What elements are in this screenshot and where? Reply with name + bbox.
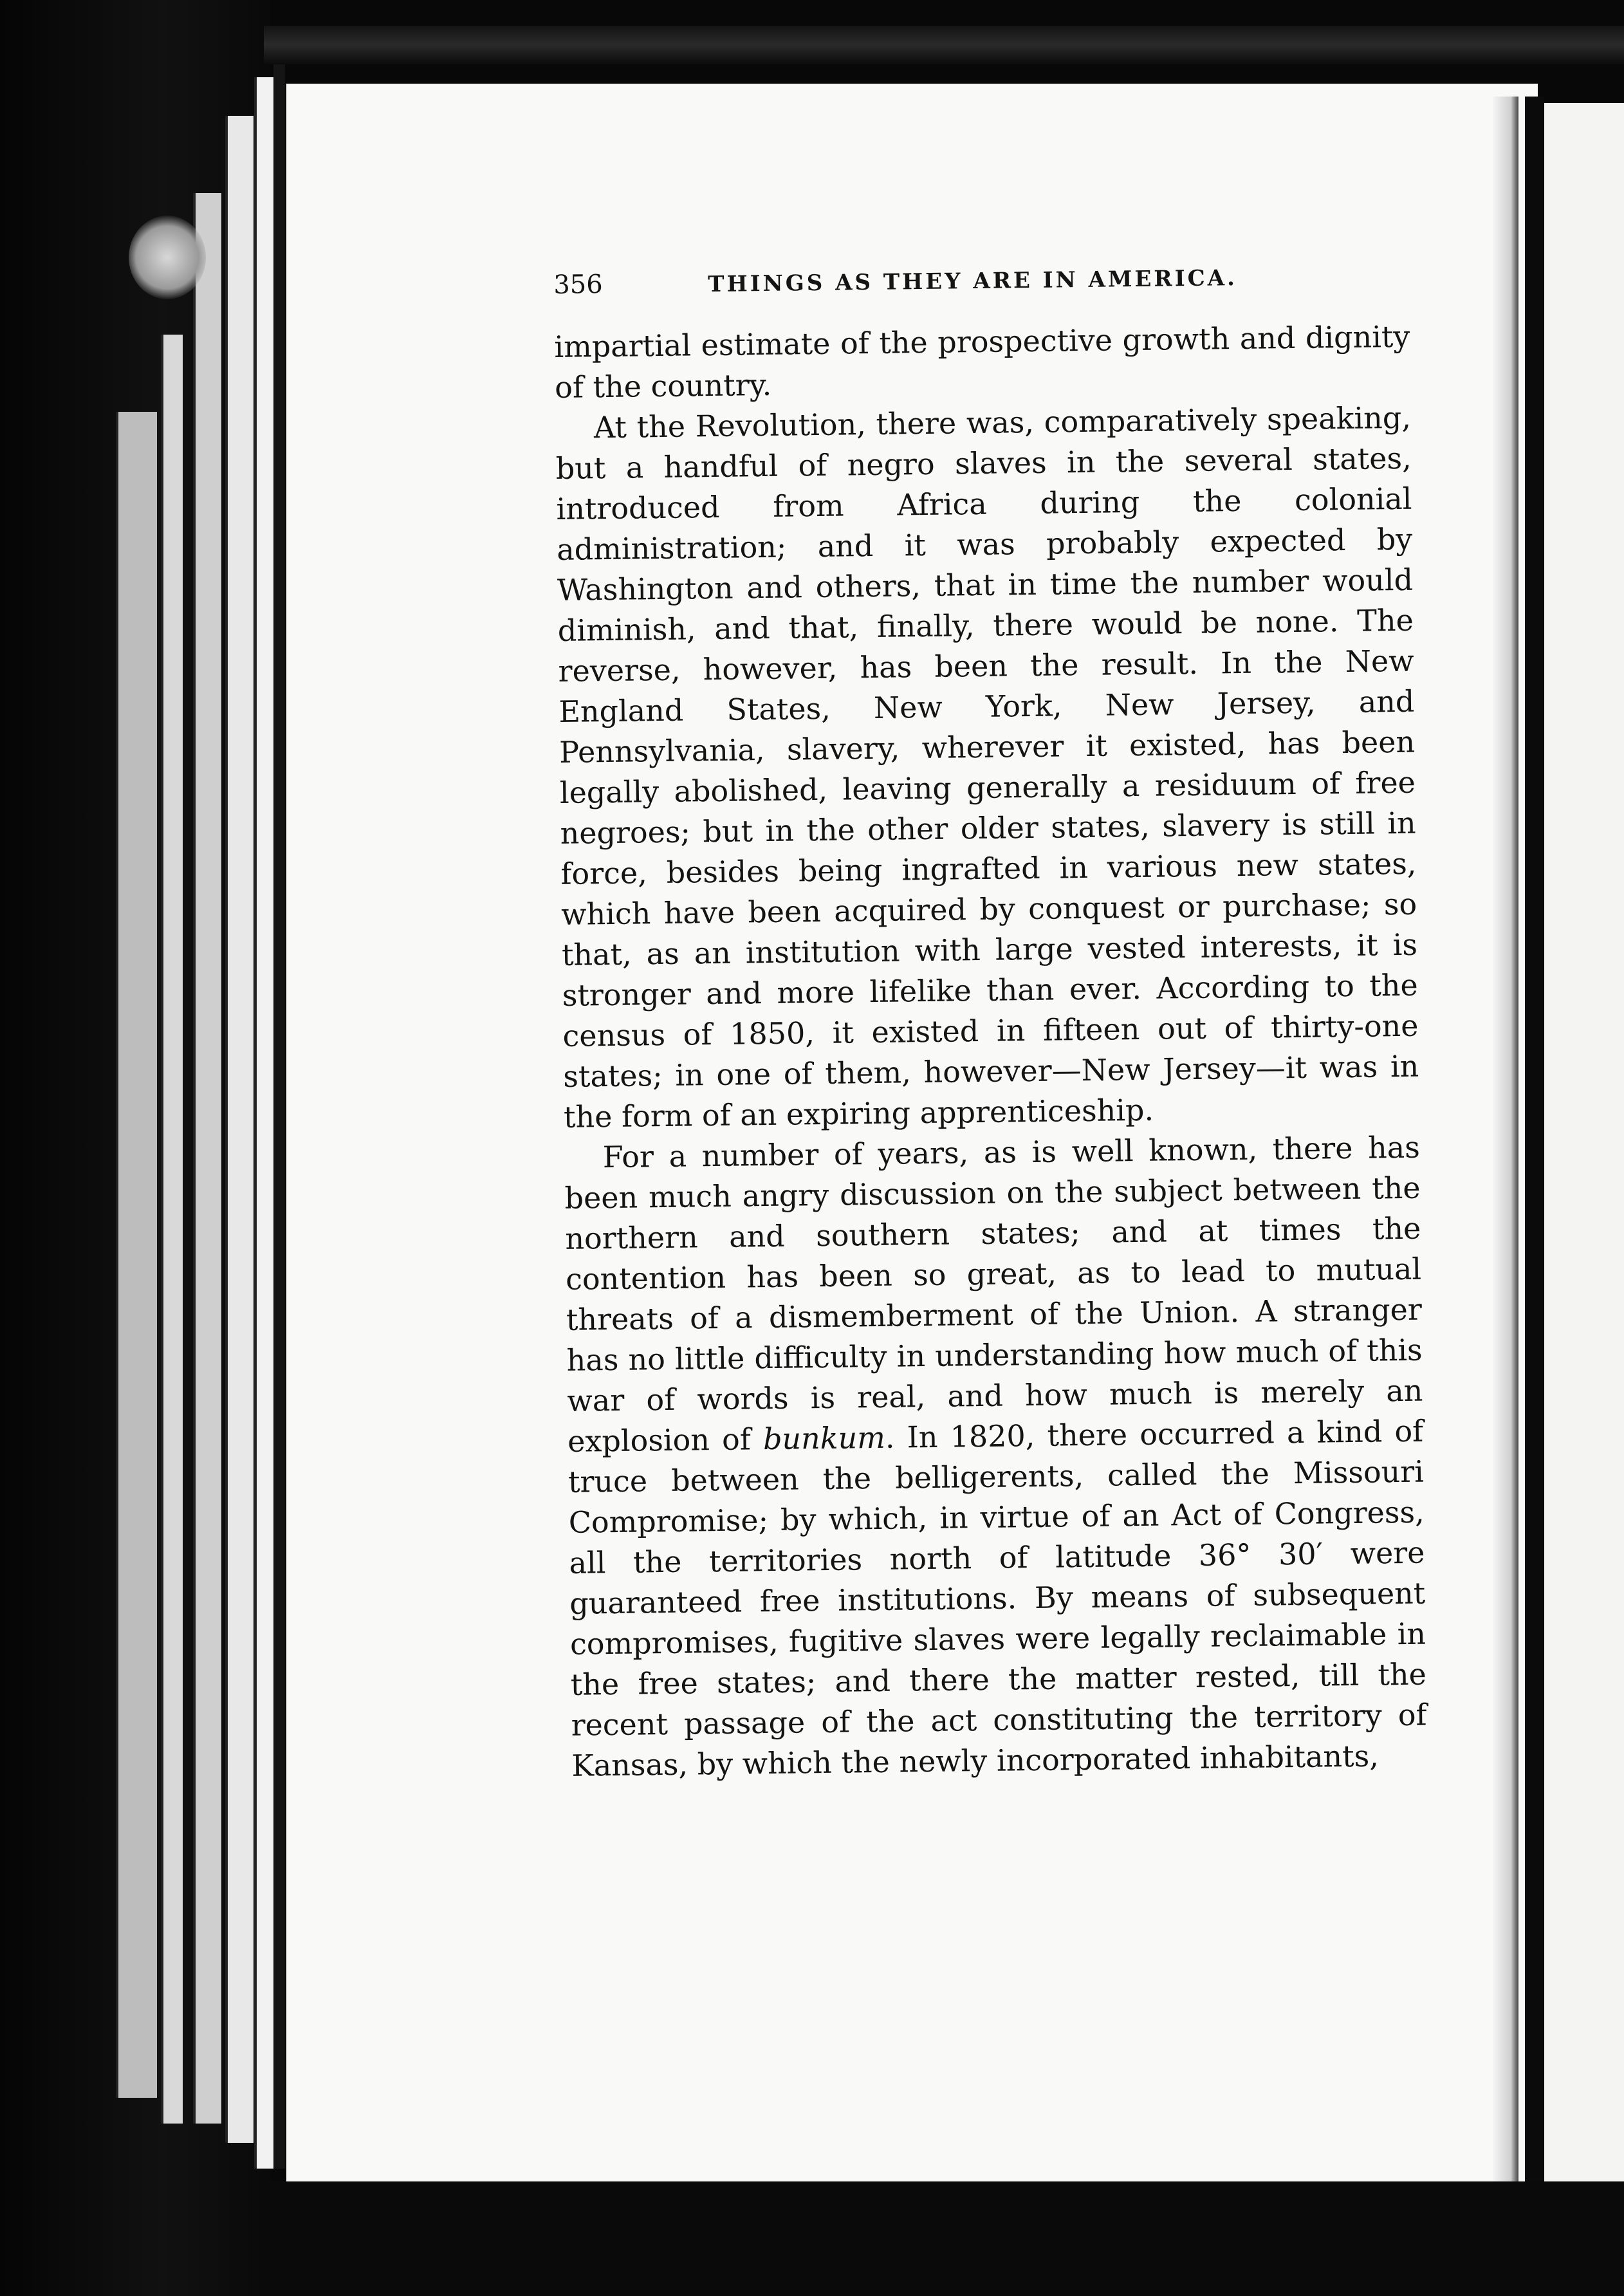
paragraph-text: . In 1820, there occurred a kind of truce between the belligerents, called the Missouri Compromise; by which, in virtue of an Act of Congress, all the territories north of latitude 36° 30′ were guaranteed free institutions. By means of subsequent compromises, fugitive slaves were legally reclaimable in the free states; and there the matter rested, till the recent passage of the act constituting the territory of Kansas, by which the newly incorporated inhabitants, (567, 1413, 1427, 1783)
page-edge (193, 193, 221, 2124)
paragraph-text: impartial estimate of the prospective growth and dignity of the country. (554, 319, 1410, 405)
running-title: THINGS AS THEY ARE IN AMERICA. (708, 265, 1238, 298)
page-edge (254, 77, 276, 2169)
page-curl-shadow (1493, 97, 1518, 2194)
running-head (553, 260, 1410, 315)
paragraph-revolution (555, 398, 1420, 1138)
paragraph-text: At the Revolution, there was, comparatively speaking, but a handful of negro slaves in the several states, introduced from Africa during the colonial administration; and it was probably expected by Washington and others, that in time the number would diminish, and that, finally, there would be none. The reverse, however, has been the result. In the New England States, New York, New Jersey, and Pennsylvania, slavery, wherever it existed, has been legally abolished, leaving generally a residuum of free negroes; but in the other older states, slavery is still in force, besides being ingrafted in various new states, which have been acquired by conquest or purchase; so that, as an institution with large vested interests, it is stronger and more lifelike than ever. According to the census of 1850, it existed in fifteen out of thirty-one states; in one of them, however—New Jersey—it was in the form of an expiring apprenticeship. (555, 400, 1419, 1134)
paragraph-discussion (564, 1127, 1427, 1786)
paper-smudge (129, 216, 206, 299)
scan-bottom-border (270, 2181, 1624, 2296)
italic-term: bunkum (762, 1420, 886, 1457)
page-divider (1525, 97, 1544, 2188)
page-edge (225, 116, 254, 2143)
page-text-block (553, 260, 1428, 1786)
gutter-shadow (273, 64, 285, 2169)
facing-page (1544, 103, 1624, 2194)
book-cover-top-edge (264, 26, 1624, 64)
paragraph-text: For a number of years, as is well known, there has been much angry discussion on the subject between the northern and southern states; and at times the contention has been so great, as to lead to mutual threats of a dismemberment of the Union. A stranger has no little difficulty in understanding how much of this war of words is real, and how much is merely an explosion of (564, 1129, 1423, 1459)
paragraph-continuation (554, 317, 1410, 408)
page-edge (161, 335, 183, 2124)
page-number: 356 (553, 270, 603, 300)
page-edge (116, 412, 157, 2098)
